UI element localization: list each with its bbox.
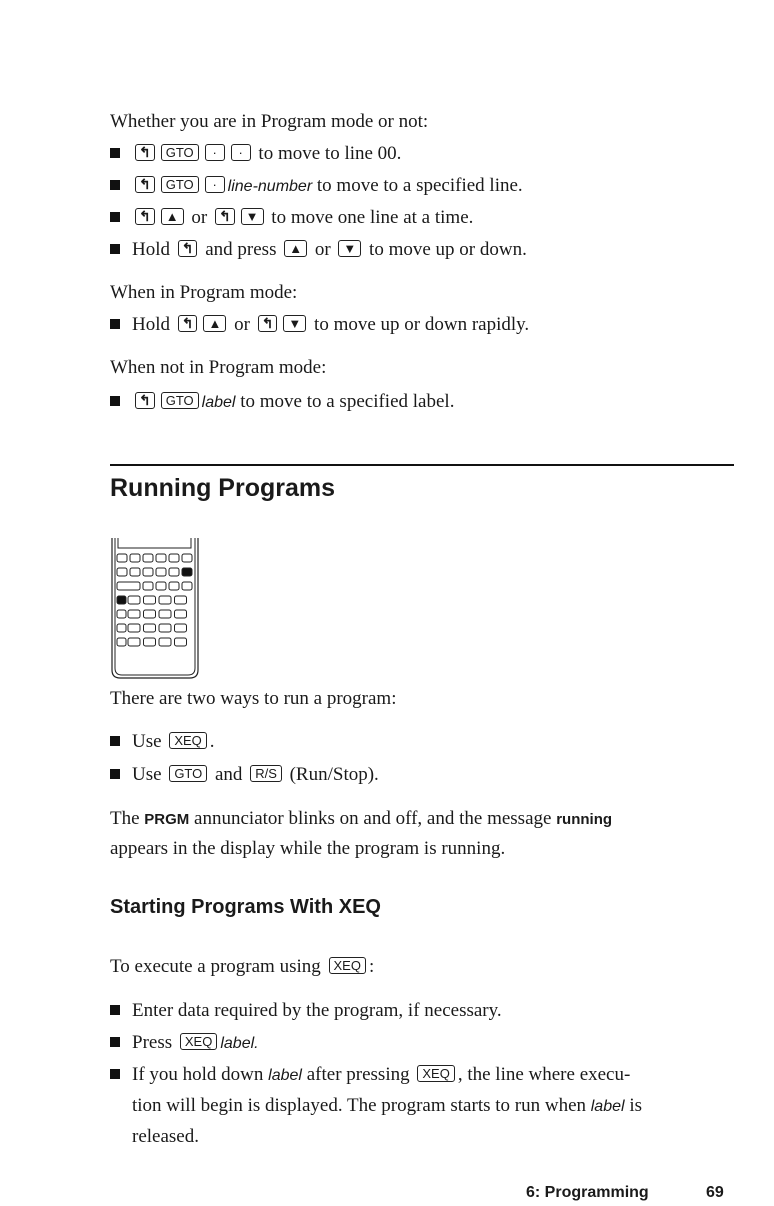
key-icon: GTO xyxy=(161,144,199,161)
key-icon: · xyxy=(231,144,251,161)
list-item xyxy=(110,142,401,166)
calculator-key xyxy=(144,596,156,604)
text: or xyxy=(186,207,212,228)
italic-term: label xyxy=(201,394,236,411)
paragraph-line xyxy=(110,837,505,861)
bullet-icon xyxy=(110,1069,120,1079)
display-term: running xyxy=(556,811,613,828)
italic-term: label xyxy=(590,1098,625,1115)
calculator-key xyxy=(128,596,140,604)
text: and press xyxy=(200,239,282,260)
calculator-display xyxy=(118,538,191,548)
footer-page-number: 69 xyxy=(706,1184,724,1201)
key-icon: · xyxy=(205,176,225,193)
text: Enter data required by the program, if necessary. xyxy=(132,1000,502,1021)
calculator-key xyxy=(175,610,187,618)
text: to move to a specified label. xyxy=(235,391,455,412)
bullet-icon xyxy=(110,180,120,190)
list-item xyxy=(110,730,215,754)
key-icon: XEQ xyxy=(180,1033,217,1050)
text: Whether you are in Program mode or not: xyxy=(110,111,429,132)
calculator-key xyxy=(175,638,187,646)
list-item xyxy=(110,763,379,787)
calculator-key xyxy=(169,568,179,576)
text: If you hold down xyxy=(132,1064,269,1085)
calculator-key xyxy=(144,610,156,618)
calculator-key xyxy=(182,582,192,590)
calculator-key xyxy=(175,596,187,604)
key-icon: R/S xyxy=(250,765,282,782)
bullet-icon xyxy=(110,212,120,222)
key-icon: ▼ xyxy=(283,315,306,332)
bullet-icon xyxy=(110,736,120,746)
text: When not in Program mode: xyxy=(110,357,327,378)
key-icon: XEQ xyxy=(169,732,206,749)
key-icon: ▲ xyxy=(284,240,307,257)
text: Use xyxy=(132,731,167,752)
text: tion will begin is displayed. The program starts to run when xyxy=(132,1095,591,1116)
calculator-key xyxy=(117,554,127,562)
shift-key-icon: ↰ xyxy=(135,176,155,193)
paragraph-line xyxy=(132,1125,199,1149)
text: (Run/Stop). xyxy=(284,764,379,785)
text: after pressing xyxy=(301,1064,415,1085)
intro-text xyxy=(110,281,297,305)
calculator-key xyxy=(143,554,153,562)
key-icon: ▼ xyxy=(338,240,361,257)
text: The xyxy=(110,808,145,829)
text: Hold xyxy=(132,239,175,260)
subsection-title: Starting Programs With XEQ xyxy=(110,896,381,918)
shift-key-icon: ↰ xyxy=(258,315,278,332)
text: is xyxy=(624,1095,642,1116)
list-item xyxy=(110,174,523,199)
bullet-icon xyxy=(110,148,120,158)
footer-chapter: 6: Programming xyxy=(526,1184,649,1201)
calculator-key xyxy=(159,596,171,604)
calculator-key xyxy=(159,638,171,646)
calculator-key xyxy=(169,554,179,562)
key-icon: GTO xyxy=(161,392,199,409)
shift-key-icon: ↰ xyxy=(215,208,235,225)
calculator-key xyxy=(128,624,140,632)
intro-text xyxy=(110,687,396,711)
key-icon: XEQ xyxy=(329,957,366,974)
list-item xyxy=(110,206,473,230)
italic-term: line-number xyxy=(227,178,313,195)
key-icon: ▲ xyxy=(161,208,184,225)
calculator-key xyxy=(156,554,166,562)
display-term: PRGM xyxy=(144,811,190,828)
shift-key-icon: ↰ xyxy=(135,392,155,409)
text: released. xyxy=(132,1126,199,1147)
text: to move up or down rapidly. xyxy=(309,314,530,335)
text: to move to a specified line. xyxy=(312,175,523,196)
text: . xyxy=(209,731,215,752)
list-item xyxy=(110,1031,259,1056)
key-icon: ▲ xyxy=(203,315,226,332)
intro-text xyxy=(110,110,428,134)
intro-text xyxy=(110,356,326,380)
text: : xyxy=(368,956,375,977)
calculator-illustration xyxy=(110,538,202,680)
bullet-icon xyxy=(110,1037,120,1047)
text: There are two ways to run a program: xyxy=(110,688,397,709)
calculator-key xyxy=(130,568,140,576)
paragraph-line xyxy=(110,807,612,832)
italic-term: label. xyxy=(220,1035,259,1052)
text: and xyxy=(210,764,248,785)
calculator-key xyxy=(117,568,127,576)
calculator-key xyxy=(159,624,171,632)
calculator-key xyxy=(144,624,156,632)
calculator-key xyxy=(117,624,126,632)
calculator-key xyxy=(156,582,166,590)
shift-key-icon: ↰ xyxy=(135,144,155,161)
calculator-key xyxy=(182,568,192,576)
calculator-key xyxy=(117,596,126,604)
calculator-key xyxy=(130,554,140,562)
calculator-key xyxy=(143,582,153,590)
text: appears in the display while the program is running. xyxy=(110,838,506,859)
text: Use xyxy=(132,764,167,785)
bullet-icon xyxy=(110,396,120,406)
bullet-icon xyxy=(110,319,120,329)
shift-key-icon: ↰ xyxy=(135,208,155,225)
intro-text xyxy=(110,955,374,979)
key-icon: · xyxy=(205,144,225,161)
section-title: Running Programs xyxy=(110,474,336,502)
key-icon: ▼ xyxy=(241,208,264,225)
section-divider xyxy=(110,464,734,466)
text: To execute a program using xyxy=(110,956,326,977)
calculator-key xyxy=(159,610,171,618)
shift-key-icon: ↰ xyxy=(178,240,198,257)
calculator-key xyxy=(117,582,140,590)
paragraph-line xyxy=(132,1094,642,1119)
calculator-key xyxy=(117,610,126,618)
text: annunciator blinks on and off, and the message xyxy=(189,808,557,829)
text: Hold xyxy=(132,314,175,335)
text: to move one line at a time. xyxy=(266,207,474,228)
text: or xyxy=(310,239,336,260)
text: , the line where execu- xyxy=(457,1064,631,1085)
bullet-icon xyxy=(110,1005,120,1015)
list-item xyxy=(110,999,502,1023)
list-item xyxy=(110,390,454,415)
shift-key-icon: ↰ xyxy=(178,315,198,332)
bullet-icon xyxy=(110,769,120,779)
text: or xyxy=(229,314,255,335)
calculator-key xyxy=(182,554,192,562)
italic-term: label xyxy=(268,1067,302,1084)
list-item xyxy=(110,238,527,262)
text: to move to line 00. xyxy=(253,143,402,164)
calculator-key xyxy=(175,624,187,632)
text: When in Program mode: xyxy=(110,282,298,303)
calculator-key xyxy=(144,638,156,646)
text: Press xyxy=(132,1032,177,1053)
bullet-icon xyxy=(110,244,120,254)
key-icon: GTO xyxy=(161,176,199,193)
text: to move up or down. xyxy=(364,239,527,260)
calculator-key xyxy=(117,638,126,646)
list-item xyxy=(110,1063,630,1088)
calculator-key xyxy=(156,568,166,576)
calculator-key xyxy=(128,638,140,646)
list-item xyxy=(110,313,529,337)
key-icon: XEQ xyxy=(417,1065,454,1082)
calculator-key xyxy=(143,568,153,576)
calculator-key xyxy=(169,582,179,590)
calculator-key xyxy=(128,610,140,618)
key-icon: GTO xyxy=(169,765,207,782)
